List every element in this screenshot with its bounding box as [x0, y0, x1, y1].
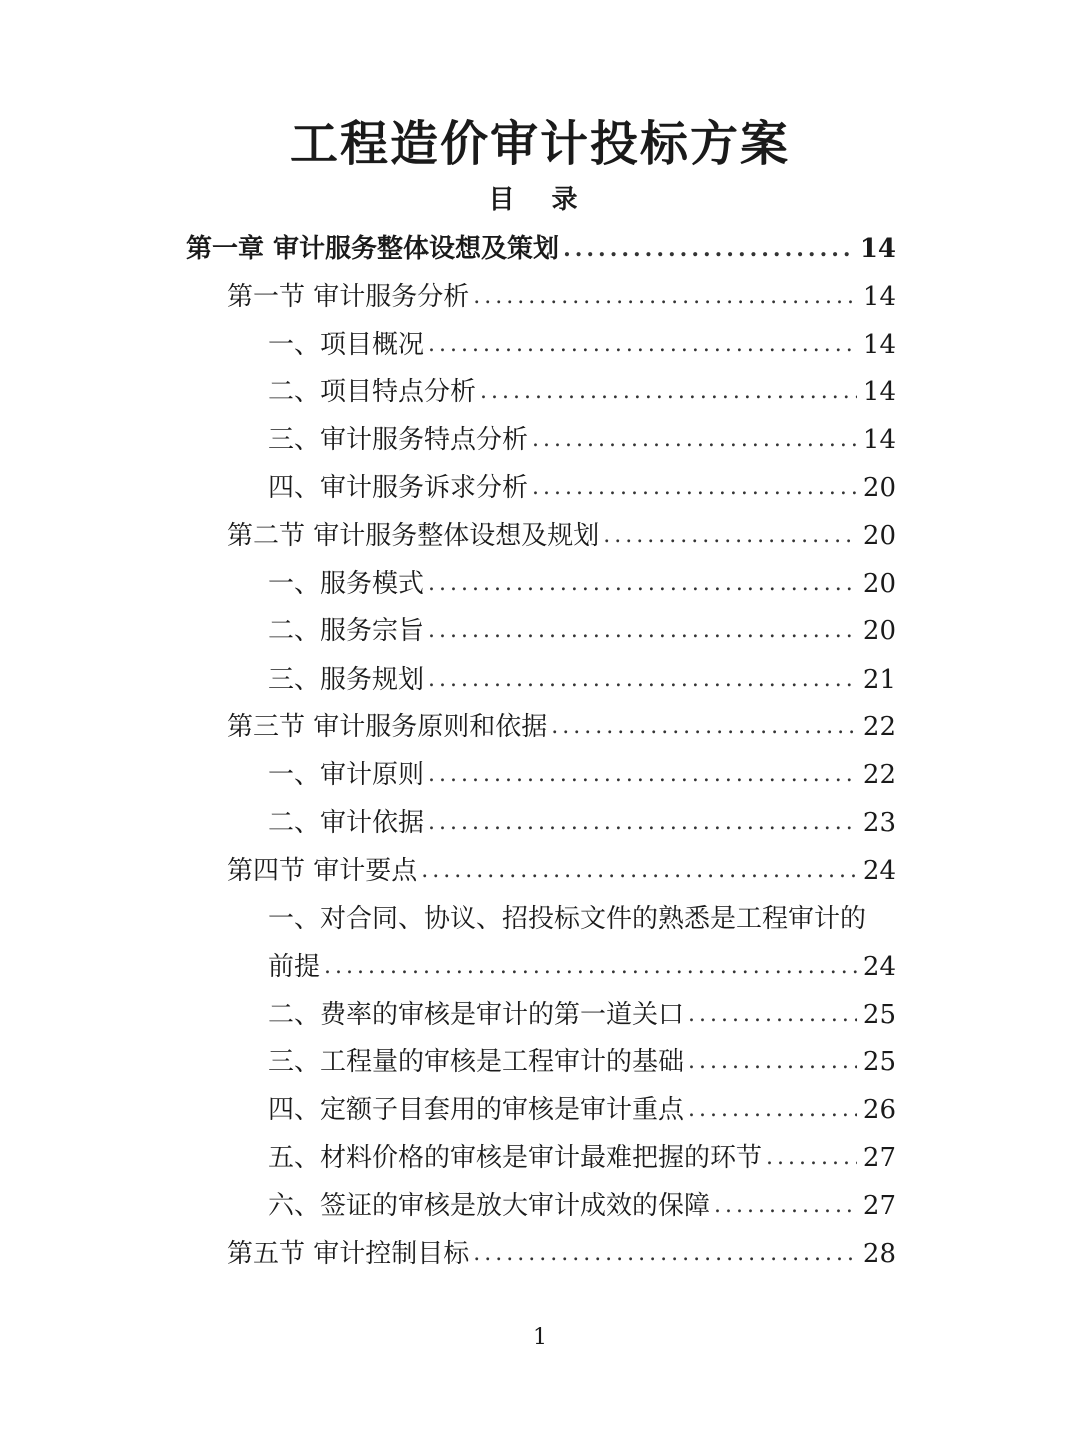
toc-entry[interactable] — [268, 896, 896, 942]
toc-entry-label: 四、定额子目套用的审核是审计重点 — [268, 1095, 685, 1125]
toc-leader-dots — [563, 226, 854, 272]
toc-leader-dots — [766, 1135, 857, 1181]
toc-entry[interactable] — [268, 1039, 896, 1085]
toc-entry[interactable] — [268, 322, 896, 368]
toc-entry[interactable] — [268, 1087, 896, 1133]
toc-entry[interactable] — [268, 1183, 896, 1229]
toc-entry-label: 二、费率的审核是审计的第一道关口 — [268, 1000, 685, 1030]
toc-leader-dots — [428, 657, 857, 703]
toc-leader-dots — [480, 369, 857, 415]
toc-entry[interactable] — [268, 417, 896, 463]
toc-entry-page: 14 — [859, 234, 896, 264]
toc-entry-label: 五、材料价格的审核是审计最难把握的环节 — [268, 1143, 763, 1173]
toc-entry-label: 第三节 审计服务原则和依据 — [227, 712, 548, 742]
toc-entry-label: 二、审计依据 — [268, 808, 425, 838]
toc-entry[interactable] — [268, 465, 896, 511]
toc-entry-page: 23 — [862, 808, 896, 838]
toc-entry-label: 第一节 审计服务分析 — [227, 282, 470, 312]
toc-leader-dots — [551, 704, 857, 750]
toc-entry[interactable] — [227, 513, 896, 559]
toc-entry[interactable] — [227, 848, 896, 894]
toc-entry-page: 27 — [862, 1143, 896, 1173]
toc-leader-dots — [428, 608, 857, 654]
toc-entry-label: 第五节 审计控制目标 — [227, 1239, 470, 1269]
toc-entry-page: 14 — [862, 330, 896, 360]
toc-entry-label: 四、审计服务诉求分析 — [268, 473, 529, 503]
toc-entry[interactable] — [268, 944, 896, 990]
toc-entry-label: 一、项目概况 — [268, 330, 425, 360]
toc-heading: 目 录 — [488, 185, 592, 215]
toc-entry-page: 25 — [862, 1047, 896, 1077]
toc-entry[interactable] — [268, 608, 896, 654]
toc-entry-label: 三、审计服务特点分析 — [268, 425, 529, 455]
page-number: 1 — [533, 1325, 547, 1350]
toc-entry-label: 三、工程量的审核是工程审计的基础 — [268, 1047, 685, 1077]
toc-entry-page: 28 — [862, 1239, 896, 1269]
toc-entry-label: 一、对合同、协议、招投标文件的熟悉是工程审计的 — [268, 904, 867, 934]
toc-leader-dots — [421, 848, 857, 894]
toc-entry[interactable] — [268, 752, 896, 798]
toc-entry[interactable] — [227, 274, 896, 320]
toc-entry-page: 20 — [862, 616, 896, 646]
toc-entry-page: 26 — [862, 1095, 896, 1125]
toc-entry-page: 14 — [862, 425, 896, 455]
toc-entry[interactable] — [227, 704, 896, 750]
toc-entry[interactable] — [268, 657, 896, 703]
toc-entry[interactable] — [268, 369, 896, 415]
toc-entry-page: 27 — [862, 1191, 896, 1221]
toc-entry[interactable] — [186, 226, 896, 272]
document-title: 工程造价审计投标方案 — [289, 116, 790, 172]
toc-entry-page: 24 — [862, 856, 896, 886]
toc-entry[interactable] — [227, 1231, 896, 1277]
toc-entry-page: 20 — [862, 473, 896, 503]
toc-leader-dots — [473, 1231, 857, 1277]
toc-entry-label: 三、服务规划 — [268, 665, 425, 695]
toc-entry-page: 24 — [862, 952, 896, 982]
toc-entry[interactable] — [268, 561, 896, 607]
toc-leader-dots — [428, 322, 857, 368]
toc-leader-dots — [428, 800, 857, 846]
toc-entry-label: 一、服务模式 — [268, 569, 425, 599]
toc-entry[interactable] — [268, 992, 896, 1038]
toc-entry-label: 二、服务宗旨 — [268, 616, 425, 646]
toc-leader-dots — [532, 465, 857, 511]
toc-leader-dots — [603, 513, 857, 559]
toc-entry-label: 一、审计原则 — [268, 760, 425, 790]
toc-entry[interactable] — [268, 800, 896, 846]
toc-entry-page: 20 — [862, 521, 896, 551]
toc-entry-label: 前提 — [268, 952, 321, 982]
toc-leader-dots — [428, 752, 857, 798]
toc-entry-page: 22 — [862, 712, 896, 742]
toc-entry-page: 22 — [862, 760, 896, 790]
toc-entry-page: 14 — [862, 282, 896, 312]
toc-leader-dots — [688, 992, 857, 1038]
toc-entry-label: 第一章 审计服务整体设想及策划 — [186, 234, 560, 264]
toc-entry-label: 二、项目特点分析 — [268, 377, 477, 407]
toc-entry-page: 20 — [862, 569, 896, 599]
toc-entry-label: 第二节 审计服务整体设想及规划 — [227, 521, 600, 551]
toc-leader-dots — [688, 1087, 857, 1133]
toc-leader-dots — [688, 1039, 857, 1085]
toc-leader-dots — [714, 1183, 857, 1229]
toc-leader-dots — [473, 274, 857, 320]
toc-entry[interactable] — [268, 1135, 896, 1181]
toc-entry-label: 六、签证的审核是放大审计成效的保障 — [268, 1191, 711, 1221]
toc-entry-page: 25 — [862, 1000, 896, 1030]
toc-leader-dots — [532, 417, 857, 463]
toc-entry-page: 14 — [862, 377, 896, 407]
toc-entry-label: 第四节 审计要点 — [227, 856, 418, 886]
toc-leader-dots — [428, 561, 857, 607]
toc-entry-page: 21 — [862, 665, 896, 695]
toc-leader-dots — [324, 944, 857, 990]
